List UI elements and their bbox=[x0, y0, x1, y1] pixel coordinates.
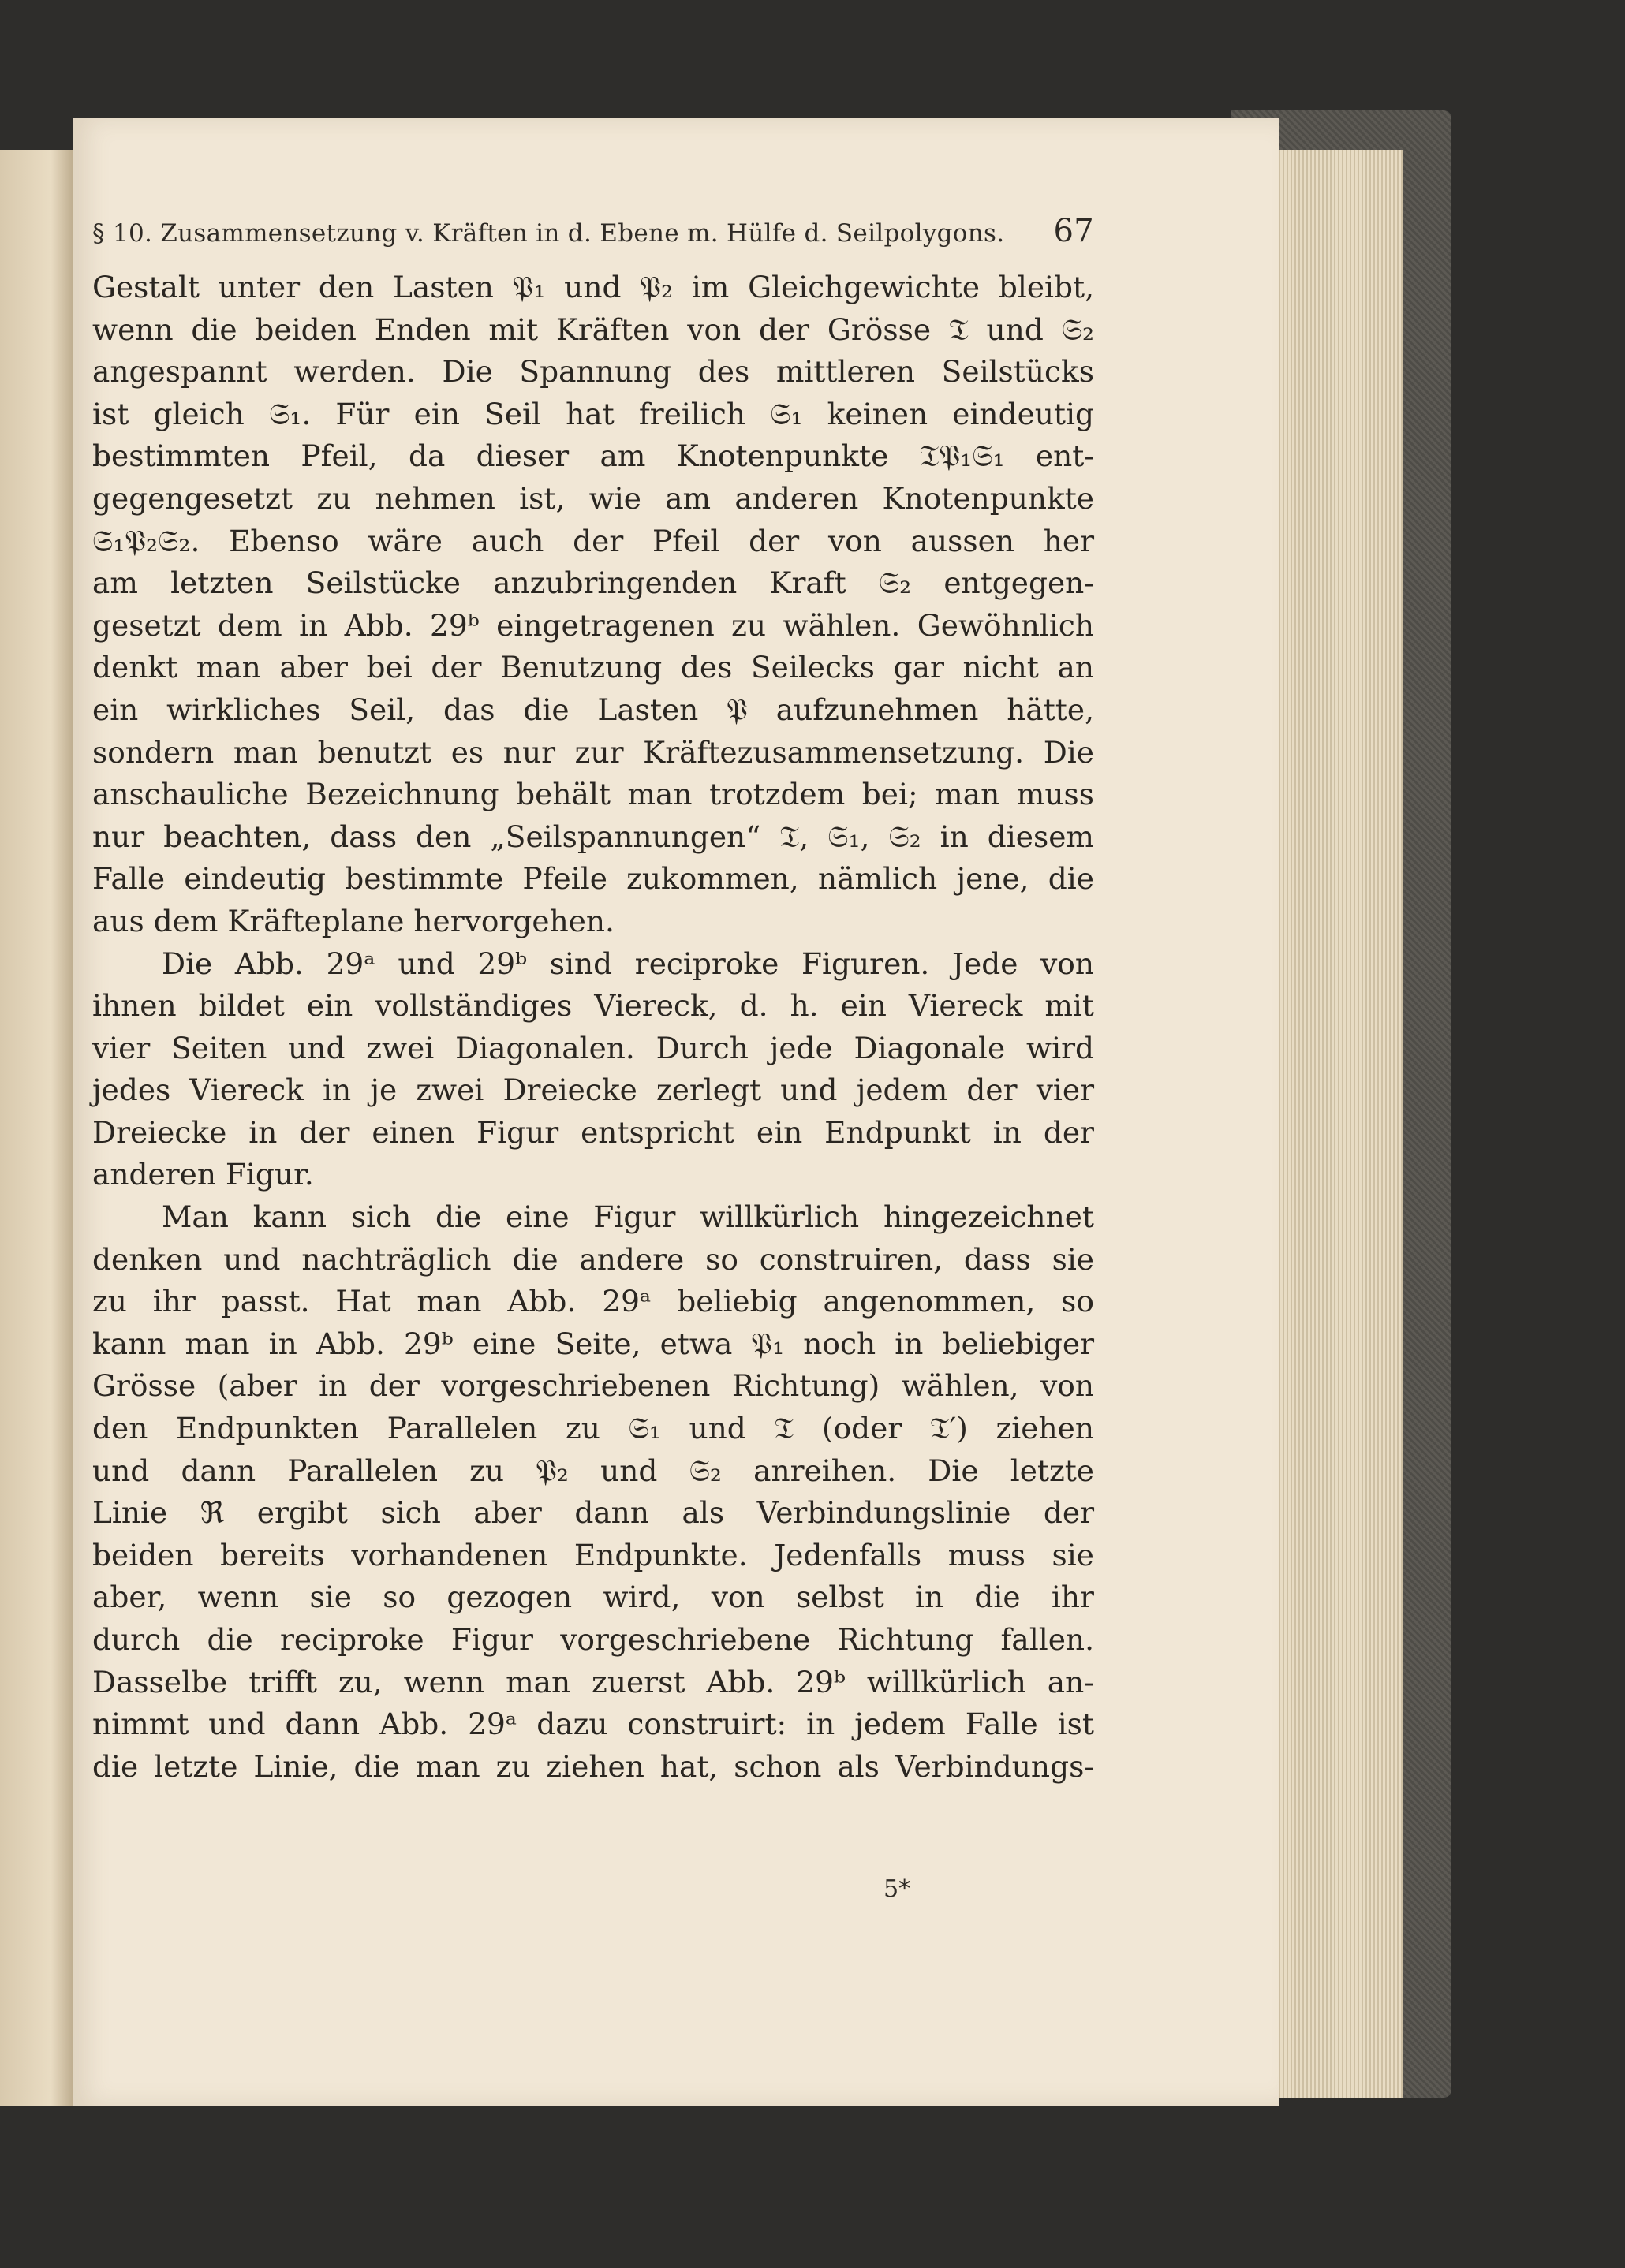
signature-mark: 5* bbox=[883, 1875, 911, 1903]
text-line: Linie ℜ ergibt sich aber dann als Verbindungslinie der bbox=[92, 1495, 1094, 1531]
text-line: wenn die beiden Enden mit Kräften von der Grösse 𝔗 und 𝔖₂ bbox=[92, 311, 1094, 347]
body-text bbox=[92, 267, 1094, 1788]
text-line: beiden bereits vorhandenen Endpunkte. Jedenfalls muss sie bbox=[92, 1537, 1094, 1572]
text-line: den Endpunkten Parallelen zu 𝔖₁ und 𝔗 (oder 𝔗′) ziehen bbox=[92, 1411, 1094, 1446]
text-line: Die Abb. 29ᵃ und 29ᵇ sind reciproke Figuren. Jede von bbox=[162, 946, 1094, 981]
text-line: Falle eindeutig bestimmte Pfeile zukommen, nämlich jene, die bbox=[92, 861, 1094, 897]
running-title: § 10. Zusammensetzung v. Kräften in d. Ebene m. Hülfe d. Seilpolygons. bbox=[92, 219, 1005, 248]
page-number: 67 bbox=[1053, 213, 1094, 249]
text-line: denkt man aber bei der Benutzung des Seilecks gar nicht an bbox=[92, 650, 1094, 685]
text-line: anschauliche Bezeichnung behält man trotzdem bei; man muss bbox=[92, 777, 1094, 812]
text-line: nimmt und dann Abb. 29ᵃ dazu construirt: in jedem Falle ist bbox=[92, 1707, 1094, 1742]
text-line: Man kann sich die eine Figur willkürlich hingezeichnet bbox=[162, 1199, 1094, 1235]
text-line: ein wirkliches Seil, das die Lasten 𝔓 aufzunehmen hätte, bbox=[92, 692, 1094, 727]
page-edges bbox=[1268, 150, 1403, 2098]
left-page-edge bbox=[0, 150, 73, 2106]
text-line: Grösse (aber in der vorgeschriebenen Richtung) wählen, von bbox=[92, 1368, 1094, 1404]
text-line: nur beachten, dass den „Seilspannungen“ 𝔗, 𝔖₁, 𝔖₂ in diesem bbox=[92, 819, 1094, 854]
text-line: Gestalt unter den Lasten 𝔓₁ und 𝔓₂ im Gleichgewichte bleibt, bbox=[92, 270, 1094, 304]
text-line: jedes Viereck in je zwei Dreiecke zerlegt und jedem der vier bbox=[92, 1072, 1094, 1108]
text-line: aus dem Kräfteplane hervorgehen. bbox=[92, 903, 615, 938]
text-line: bestimmten Pfeil, da dieser am Knotenpunkte 𝔗𝔓₁𝔖₁ ent- bbox=[92, 438, 1094, 474]
text-line: gegengesetzt zu nehmen ist, wie am anderen Knotenpunkte bbox=[92, 480, 1094, 516]
text-line: ist gleich 𝔖₁. Für ein Seil hat freilich 𝔖₁ keinen eindeutig bbox=[92, 396, 1094, 431]
text-line: anderen Figur. bbox=[92, 1157, 314, 1192]
text-line: Dreiecke in der einen Figur entspricht ein Endpunkt in der bbox=[92, 1114, 1094, 1150]
text-line: am letzten Seilstücke anzubringenden Kraft 𝔖₂ entgegen- bbox=[92, 565, 1094, 601]
text-line: und dann Parallelen zu 𝔓₂ und 𝔖₂ anreihen. Die letzte bbox=[92, 1453, 1094, 1488]
text-line: gesetzt dem in Abb. 29ᵇ eingetragenen zu wählen. Gewöhnlich bbox=[92, 607, 1094, 643]
text-line: Dasselbe trifft zu, wenn man zuerst Abb. 29ᵇ willkürlich an- bbox=[92, 1664, 1094, 1699]
text-line: angespannt werden. Die Spannung des mittleren Seilstücks bbox=[92, 354, 1094, 390]
text-line: kann man in Abb. 29ᵇ eine Seite, etwa 𝔓₁ noch in beliebiger bbox=[92, 1326, 1094, 1361]
text-line: sondern man benutzt es nur zur Kräftezusammensetzung. Die bbox=[92, 734, 1094, 770]
text-line: denken und nachträglich die andere so construiren, dass sie bbox=[92, 1241, 1094, 1277]
text-line: vier Seiten und zwei Diagonalen. Durch jede Diagonale wird bbox=[92, 1030, 1094, 1065]
text-line: 𝔖₁𝔓₂𝔖₂. Ebenso wäre auch der Pfeil der von aussen her bbox=[92, 523, 1094, 558]
running-header bbox=[92, 213, 1094, 252]
text-line: ihnen bildet ein vollständiges Viereck, d. h. ein Viereck mit bbox=[92, 988, 1094, 1024]
text-line: durch die reciproke Figur vorgeschriebene Richtung fallen. bbox=[92, 1622, 1094, 1657]
text-line: die letzte Linie, die man zu ziehen hat, schon als Verbindungs- bbox=[92, 1748, 1094, 1784]
text-line: aber, wenn sie so gezogen wird, von selbst in die ihr bbox=[92, 1580, 1094, 1615]
text-line: zu ihr passt. Hat man Abb. 29ᵃ beliebig angenommen, so bbox=[92, 1284, 1094, 1319]
